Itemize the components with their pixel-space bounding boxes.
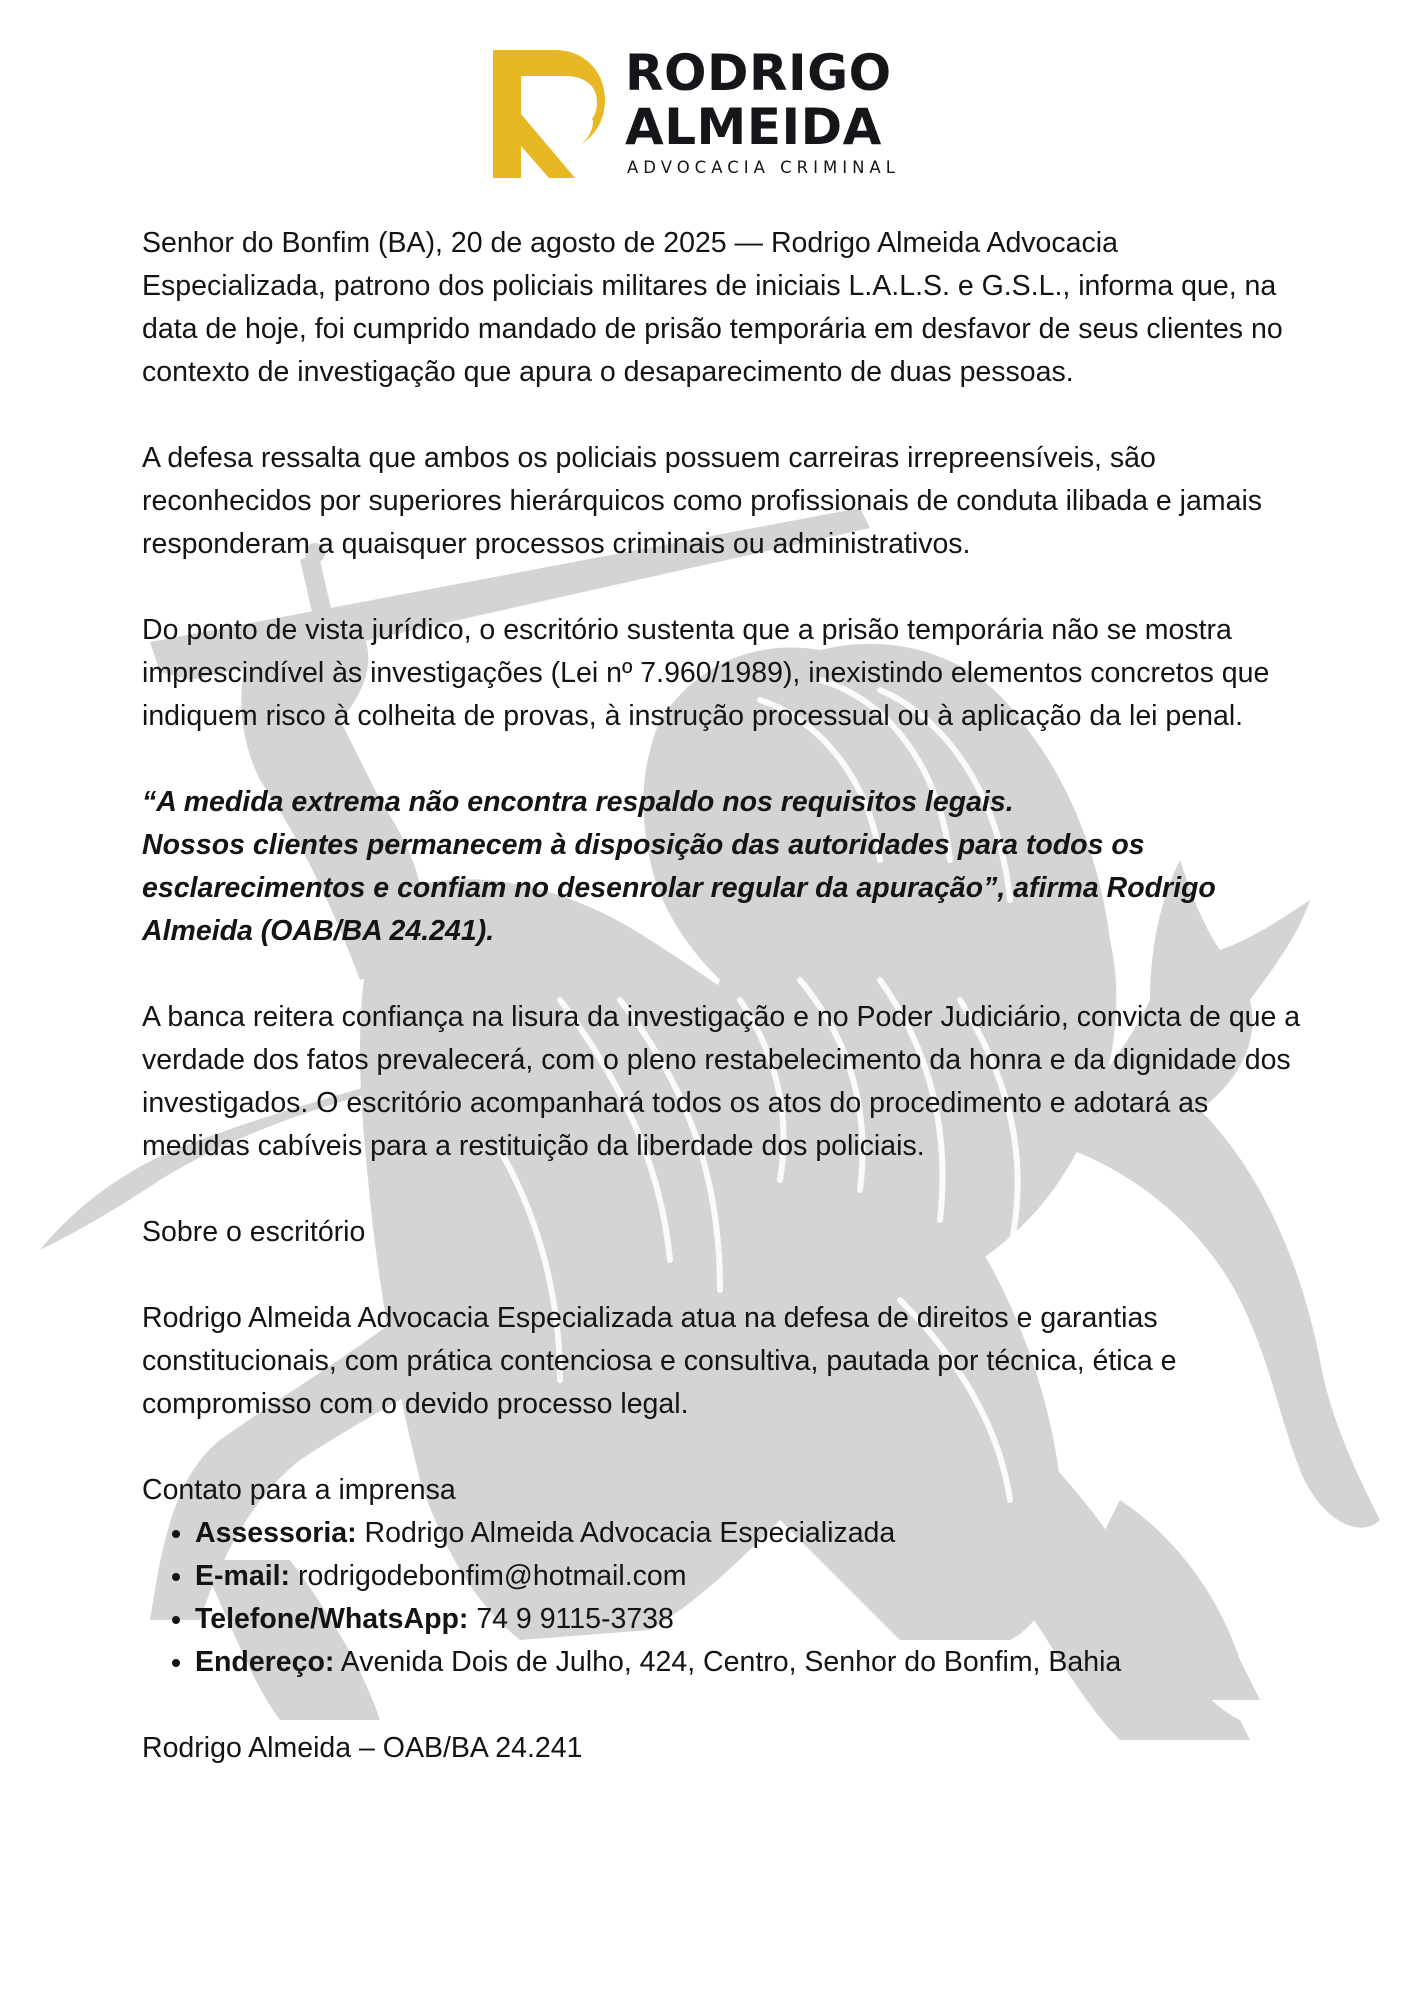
contact-item-phone <box>195 1598 1302 1641</box>
contact-item-email <box>195 1555 1302 1598</box>
contact-label: Assessoria: <box>195 1517 357 1549</box>
paragraph-announcement: Senhor do Bonfim (BA), 20 de agosto de 2025 — Rodrigo Almeida Advocacia Especializada, patrono dos policiais militares de iniciais L.A.L.S. e G.S.L., informa que, na data de hoje, foi cumprido mandado de prisão temporária em desfavor de seus clientes no contexto de investigação que apura o desaparecimento de duas pessoas. <box>142 227 1283 388</box>
quote-line-2: Nossos clientes permanecem à disposição das autoridades para todos os esclarecimentos e confiam no desenrolar regular da apuração”, afirma Rodrigo Almeida (OAB/BA 24.241). <box>142 829 1216 947</box>
contact-value: Avenida Dois de Julho, 424, Centro, Senhor do Bonfim, Bahia <box>340 1646 1122 1678</box>
contact-list <box>142 1512 1302 1684</box>
contact-item-assessoria <box>195 1512 1302 1555</box>
quote-line-1: “A medida extrema não encontra respaldo nos requisitos legais. <box>142 786 1014 818</box>
contact-item-address <box>195 1641 1302 1684</box>
phone-link[interactable]: 74 9 9115-3738 <box>476 1603 674 1635</box>
contact-label: Endereço: <box>195 1646 335 1678</box>
contact-heading: Contato para a imprensa <box>142 1474 456 1506</box>
about-text: Rodrigo Almeida Advocacia Especializada atua na defesa de direitos e garantias constitucionais, com prática contenciosa e consultiva, pautada por técnica, ética e compromisso com o devido processo legal. <box>142 1302 1177 1420</box>
contact-label: E-mail: <box>195 1560 291 1592</box>
paragraph-defense-record: A defesa ressalta que ambos os policiais possuem carreiras irrepreensíveis, são reconhecidos por superiores hierárquicos como profissionais de conduta ilibada e jamais responderam a quaisquer processos criminais ou administrativos. <box>142 442 1263 560</box>
attorney-quote <box>142 781 1302 953</box>
signature: Rodrigo Almeida – OAB/BA 24.241 <box>142 1732 583 1764</box>
logo-name-line2: ALMEIDA <box>625 98 882 156</box>
r-monogram-icon <box>493 50 605 178</box>
contact-value: Rodrigo Almeida Advocacia Especializada <box>364 1517 896 1549</box>
email-link[interactable]: rodrigodebonfim@hotmail.com <box>297 1560 687 1592</box>
firm-logo <box>493 44 923 182</box>
contact-label: Telefone/WhatsApp: <box>195 1603 469 1635</box>
logo-wordmark <box>625 46 892 154</box>
paragraph-closing: A banca reitera confiança na lisura da investigação e no Poder Judiciário, convicta de que a verdade dos fatos prevalecerá, com o pleno restabelecimento da honra e da dignidade dos investigados. O escritório acompanhará todos os atos do procedimento e adotará as medidas cabíveis para a restituição da liberdade dos policiais. <box>142 1001 1301 1162</box>
about-heading: Sobre o escritório <box>142 1216 366 1248</box>
press-release-body <box>142 222 1302 1813</box>
paragraph-legal-argument: Do ponto de vista jurídico, o escritório sustenta que a prisão temporária não se mostra imprescindível às investigações (Lei nº 7.960/1989), inexistindo elementos concretos que indiquem risco à colheita de provas, à instrução processual ou à aplicação da lei penal. <box>142 614 1270 732</box>
logo-name-line1: RODRIGO <box>625 44 892 102</box>
logo-tagline: ADVOCACIA CRIMINAL <box>627 158 900 177</box>
